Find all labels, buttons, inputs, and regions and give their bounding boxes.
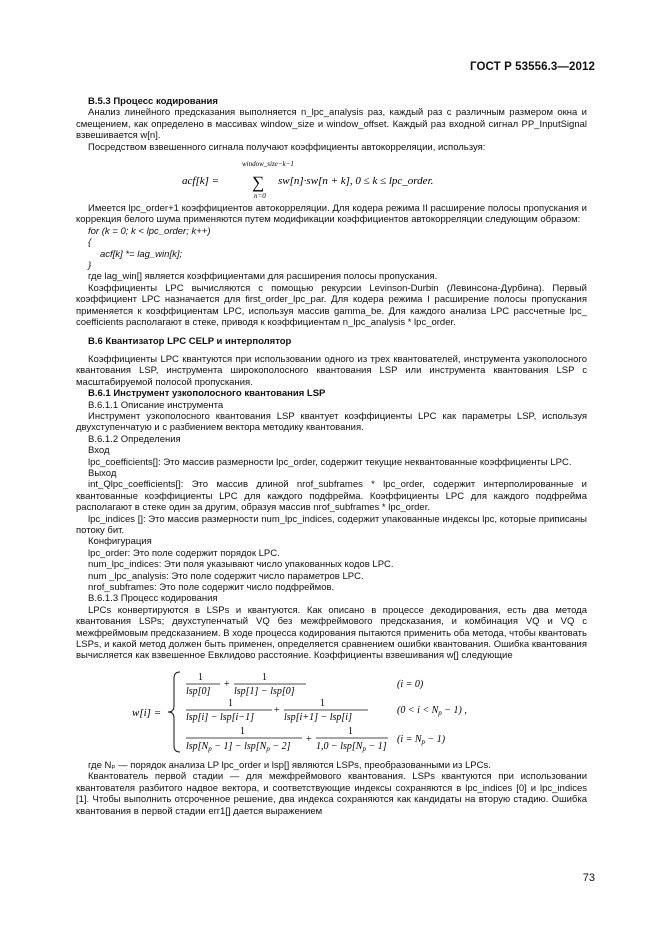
paragraph: где Nₚ — порядок анализа LP lpc_order и lsp[] являются LSPs, преобразованными из LPCs. bbox=[88, 759, 491, 771]
paragraph: Анализ линейного предсказания выполняется n_lpc_analysis раз, каждый раз с различным размером окна и смещением, как определено в массивах window_size и window_offset. Каждый раз входной сигнал PP_InputSignal взвешивается w[n]. bbox=[76, 107, 587, 142]
r3-num2: 1 bbox=[347, 725, 353, 737]
label: Вход bbox=[88, 445, 110, 457]
r1-den2: lsp[1] − lsp[0] bbox=[233, 685, 295, 697]
subsection-title: B.6.1.3 Процесс кодирования bbox=[88, 593, 218, 605]
r1-num1: 1 bbox=[197, 671, 203, 683]
paragraph: Посредством взвешенного сигнала получают коэффициенты автокорреляции, используя: bbox=[88, 141, 486, 153]
paragraph: Имеется lpc_order+1 коэффициентов автокорреляции. Для кодера режима II расширение полосы пропускания и коррекция белого шума применяются путем модификации коэффициентов автокорреляции следующим образом: bbox=[76, 203, 587, 226]
acf-sum-lower: n=0 bbox=[253, 192, 266, 201]
w-lhs: w[i] = bbox=[131, 706, 161, 719]
acf-formula bbox=[76, 157, 587, 201]
r2-cond: $(0 < i < N_p - 1)$ , bbox=[396, 704, 467, 717]
acf-rhs: sw[n]·sw[n + k], 0 ≤ k ≤ lpc_order. bbox=[277, 175, 433, 188]
r1-plus: + bbox=[223, 678, 230, 690]
r3-plus: + bbox=[305, 733, 312, 745]
r1-cond: (i = 0) bbox=[396, 678, 423, 690]
brace bbox=[168, 672, 180, 752]
paragraph: Квантователь первой стадии — для межфреймового квантования. LSPs квантуются при использовании квантователя разбитого надвое вектора, и соответствующие индексы сохраняются в lpc_indices [0] и lpc_indices [1]. Чтобы выполнить отсроченное решение, два индекса сохраняются как кандидаты на вторую стадию. Ошибка квантования в первой стадии err1[] дается выражением bbox=[76, 771, 587, 817]
r2-plus: + bbox=[273, 704, 280, 716]
label: Выход bbox=[88, 467, 117, 479]
r3-num1: 1 bbox=[239, 725, 245, 737]
acf-lhs: acf[k] = bbox=[181, 175, 219, 188]
config-line: num_lpc_indices: Эти поля указывают число упакованных кодов LPC. bbox=[88, 559, 394, 571]
w-formula bbox=[76, 666, 587, 758]
label: Конфигурация bbox=[88, 536, 152, 548]
r3-den2: $1,0 - lsp[N_p - 1]$ bbox=[315, 740, 387, 753]
code-line: } bbox=[88, 260, 92, 272]
paragraph: int_Qlpc_coefficients[]: Это массив длиной nrof_subframes * lpc_order, содержит интерполированные и квантованные коэффициенты LPC для каждого подфрейма. Коэффициенты LPC для каждого подфрейма располагают в стеке один за другим, образуя массив nrof_subframes * lpc_order. bbox=[76, 479, 587, 514]
code-line: { bbox=[88, 237, 92, 249]
acf-formula-svg bbox=[182, 157, 482, 201]
r1-num2: 1 bbox=[261, 671, 267, 683]
paragraph: Коэффициенты LPC квантуются при использовании одного из трех квантователей, инструмента узкополосного квантования LSP, инструмента широкополосного квантования LSP или инструмента квантования LSP с масштабируемой полосой пропускания. bbox=[76, 353, 587, 388]
r1-den1: lsp[0] bbox=[185, 685, 210, 697]
r2-den1: lsp[i] − lsp[i−1] bbox=[185, 711, 254, 723]
r2-den2: lsp[i+1] − lsp[i] bbox=[283, 711, 352, 723]
paragraph: Коэффициенты LPC вычисляются с помощью рекурсии Levinson-Durbin (Левинсона-Дурбина). Первый коэффициент LPC назначается для first_order_lpc_par. Для кодера режима I расширение полосы пропускания применяется к коэффициентам LPC, используя массив gamma_be. Для каждого анализа LPC рассчетные lpc_ coefficients располагают в стеке, приводя к коэффициентам n_lpc_analysis * lpc_order. bbox=[76, 282, 587, 329]
w-formula-svg bbox=[122, 666, 542, 758]
config-line: num _lpc_analysis: Это поле содержит число параметров LPC. bbox=[88, 570, 364, 582]
paragraph: lpc_indices []: Это массив размерности num_lpc_indices, содержит упакованные индексы lpc, которые приписаны потоку бит. bbox=[76, 513, 587, 536]
config-line: nrof_subframes: Это поле содержит число подфреймов. bbox=[88, 582, 335, 594]
acf-sum-upper: window_size−k−1 bbox=[241, 160, 294, 169]
section-b6-title: B.6 Квантизатор LPC CELP и интерполятор bbox=[88, 335, 292, 347]
section-b61-title: B.6.1 Инструмент узкополосного квантования LSP bbox=[88, 388, 326, 400]
subsection-title: B.6.1.1 Описание инструмента bbox=[88, 399, 224, 411]
code-line: for (k = 0; k < lpc_order; k++) bbox=[88, 225, 211, 237]
r2-num1: 1 bbox=[227, 697, 233, 709]
config-line: lpc_order: Это поле содержит порядок LPC. bbox=[88, 547, 280, 559]
acf-sum-symbol: ∑ bbox=[251, 173, 264, 193]
r2-num2: 1 bbox=[319, 697, 325, 709]
paragraph: Инструмент узкополосного квантования LSP квантует коэффициенты LPC как параметры LSP, используя двухступенчатую и с разбиением вектора методику квантования. bbox=[76, 410, 587, 434]
code-line: acf[k] *= lag_win[k]; bbox=[100, 248, 183, 260]
r3-den1: $lsp[N_p - 1] - lsp[N_p - 2]$ bbox=[185, 740, 290, 753]
paragraph: LPCs конвертируются в LSPs и квантуются. Как описано в процессе декодирования, есть два метода квантования LSPs; двухступенчатый VQ без межфреймового предсказания, и комбинация VQ и VQ с межфреймовым предсказанием. В ходе процесса кодирования пытаются применить оба метода, чтобы квантовать LSPs, и какой метод должен быть применен, определяется сравнением ошибки квантования. Ошибка квантования вычисляется как взвешенное Евклидово расстояние. Коэффициенты взвешивания w[] следующие bbox=[76, 604, 587, 662]
standard-header: ГОСТ Р 53556.3—2012 bbox=[470, 61, 595, 73]
paragraph: lpc_coefficients[]: Это массив размерности lpc_order, содержит текущие неквантованные коэффициенты LPC. bbox=[88, 456, 572, 468]
section-b53-title: B.5.3 Процесс кодирования bbox=[88, 96, 218, 107]
subsection-title: B.6.1.2 Определения bbox=[88, 433, 181, 445]
page-content bbox=[76, 96, 587, 817]
page-number: 73 bbox=[582, 872, 595, 884]
r3-cond: $(i = N_p - 1)$ bbox=[396, 733, 445, 746]
paragraph: где lag_win[] является коэффициентами для расширения полосы пропускания. bbox=[88, 271, 438, 283]
